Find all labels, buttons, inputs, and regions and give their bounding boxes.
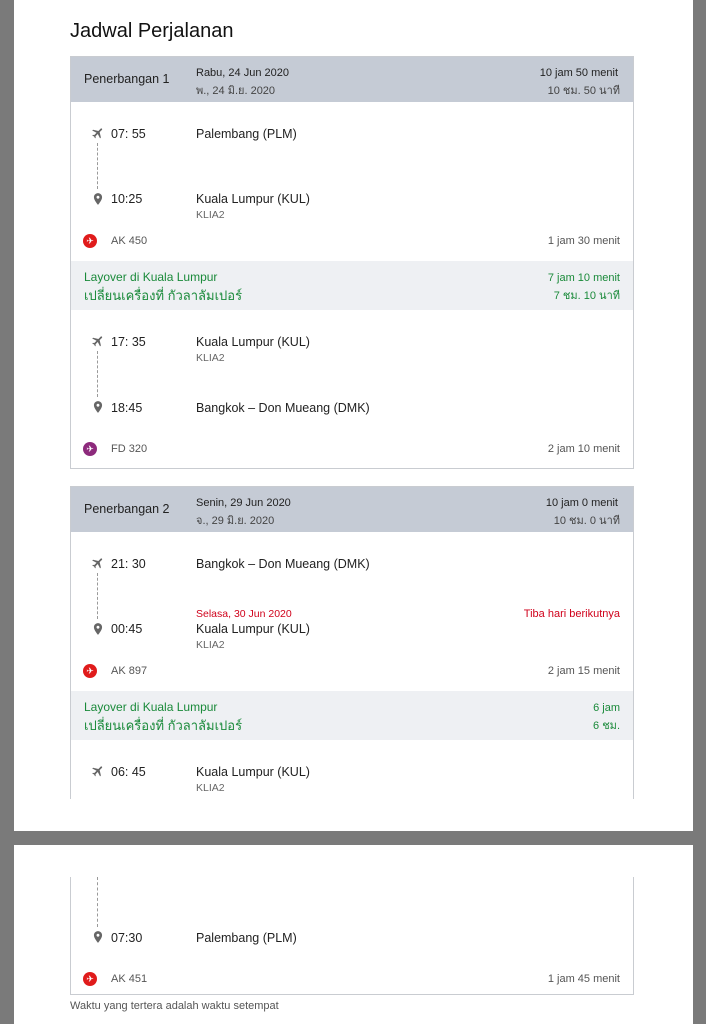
- flight-label: Penerbangan 2: [84, 502, 170, 516]
- departure-airport: Bangkok – Don Mueang (DMK): [196, 557, 370, 571]
- departure-time: 21: 30: [111, 557, 146, 571]
- arrival-time: 07:30: [111, 931, 143, 945]
- flight-date-thai: พ., 24 มิ.ย. 2020: [196, 85, 276, 97]
- airasia-logo-icon: ✈: [83, 234, 97, 248]
- local-time-footnote: Waktu yang tertera adalah waktu setempat: [70, 1000, 279, 1012]
- layover-label-thai: เปลี่ยนเครื่องที่ กัวลาลัมเปอร์: [84, 718, 243, 733]
- departure-time: 07: 55: [111, 127, 146, 141]
- page-title: Jadwal Perjalanan: [70, 20, 234, 42]
- segment-duration: 1 jam 45 menit: [547, 973, 620, 985]
- flight-duration-thai: 10 ชม. 0 นาที: [553, 515, 620, 527]
- arrival-time: 18:45: [111, 401, 143, 415]
- flight-duration-thai: 10 ชม. 50 นาที: [547, 85, 620, 97]
- plane-icon: [91, 334, 105, 348]
- departure-airport: Kuala Lumpur (KUL): [196, 335, 310, 349]
- arrival-airport: Kuala Lumpur (KUL): [196, 622, 310, 636]
- flight-header: [71, 57, 633, 102]
- arrival-time: 00:45: [111, 622, 143, 636]
- layover-banner: [71, 691, 633, 740]
- document-page-2: [14, 845, 693, 1024]
- airasia-logo-icon: ✈: [83, 664, 97, 678]
- location-pin-icon: [91, 192, 105, 206]
- flight-number: AK 897: [111, 665, 148, 677]
- layover-duration: 7 jam 10 menit: [547, 272, 620, 284]
- plane-icon: [91, 764, 105, 778]
- location-pin-icon: [91, 400, 105, 414]
- departure-terminal: KLIA2: [196, 352, 225, 364]
- departure-terminal: KLIA2: [196, 782, 225, 794]
- location-pin-icon: [91, 622, 105, 636]
- flight-date-thai: จ., 29 มิ.ย. 2020: [196, 515, 275, 527]
- departure-airport: Palembang (PLM): [196, 127, 297, 141]
- flight-card-2-continued: [70, 877, 634, 995]
- arrival-time: 10:25: [111, 192, 143, 206]
- layover-duration-thai: 7 ชม. 10 นาที: [553, 290, 620, 302]
- flight-label: Penerbangan 1: [84, 72, 170, 86]
- plane-icon: [91, 126, 105, 140]
- flight-number: AK 450: [111, 235, 148, 247]
- thai-lion-logo-icon: ✈: [83, 442, 97, 456]
- segment-duration: 2 jam 15 menit: [547, 665, 620, 677]
- arrival-date-alert: Selasa, 30 Jun 2020: [196, 608, 292, 620]
- plane-icon: [91, 556, 105, 570]
- location-pin-icon: [91, 930, 105, 944]
- route-line: [97, 573, 98, 619]
- arrival-airport: Palembang (PLM): [196, 931, 297, 945]
- next-day-notice: Tiba hari berikutnya: [523, 608, 620, 620]
- flight-number: FD 320: [111, 443, 148, 455]
- airasia-logo-icon: ✈: [83, 972, 97, 986]
- arrival-airport: Bangkok – Don Mueang (DMK): [196, 401, 370, 415]
- layover-duration: 6 jam: [593, 702, 620, 714]
- document-page-1: [14, 0, 693, 831]
- layover-label-thai: เปลี่ยนเครื่องที่ กัวลาลัมเปอร์: [84, 288, 243, 303]
- flight-date: Rabu, 24 Jun 2020: [196, 67, 289, 79]
- segment-duration: 2 jam 10 menit: [547, 443, 620, 455]
- departure-time: 06: 45: [111, 765, 146, 779]
- route-line: [97, 351, 98, 397]
- segment-duration: 1 jam 30 menit: [547, 235, 620, 247]
- arrival-airport: Kuala Lumpur (KUL): [196, 192, 310, 206]
- layover-duration-thai: 6 ชม.: [593, 720, 620, 732]
- departure-airport: Kuala Lumpur (KUL): [196, 765, 310, 779]
- route-line: [97, 143, 98, 189]
- arrival-terminal: KLIA2: [196, 209, 225, 221]
- route-line: [97, 877, 98, 927]
- flight-date: Senin, 29 Jun 2020: [196, 497, 291, 509]
- flight-card-2: [70, 486, 634, 799]
- flight-duration: 10 jam 50 menit: [539, 67, 618, 79]
- layover-banner: [71, 261, 633, 310]
- arrival-terminal: KLIA2: [196, 639, 225, 651]
- flight-header: [71, 487, 633, 532]
- departure-time: 17: 35: [111, 335, 146, 349]
- flight-duration: 10 jam 0 menit: [545, 497, 618, 509]
- layover-label: Layover di Kuala Lumpur: [84, 270, 218, 284]
- layover-label: Layover di Kuala Lumpur: [84, 700, 218, 714]
- flight-card-1: [70, 56, 634, 469]
- flight-number: AK 451: [111, 973, 148, 985]
